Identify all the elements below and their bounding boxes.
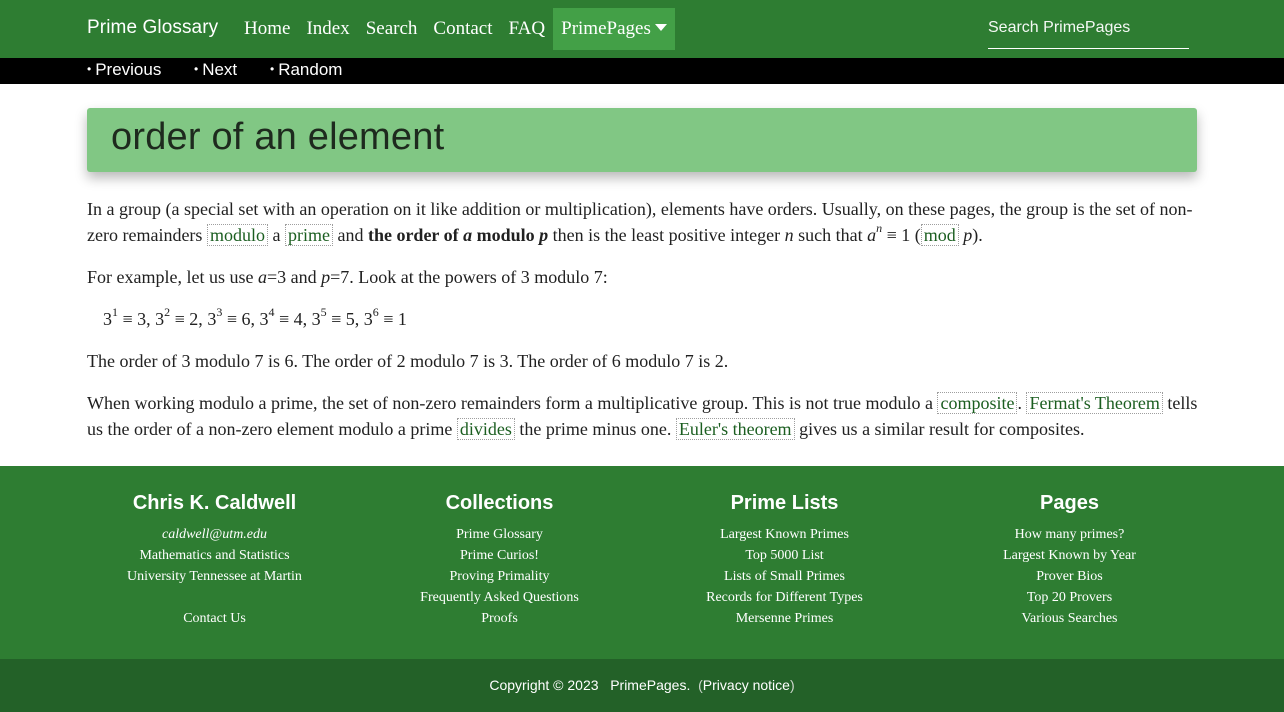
footer-link[interactable]: Largest Known Primes [720, 527, 849, 542]
site-footer [0, 466, 1284, 659]
paragraph-example [87, 264, 1202, 290]
glossary-content [87, 196, 1202, 458]
footer-link[interactable]: Prime Glossary [456, 527, 543, 542]
footer-column-prime-lists [642, 490, 927, 629]
footer-link[interactable]: Lists of Small Primes [724, 569, 845, 584]
bullet-icon: • [270, 62, 275, 76]
footer-link[interactable]: Records for Different Types [706, 590, 863, 605]
previous-link[interactable] [87, 60, 161, 80]
footer-link[interactable]: Frequently Asked Questions [420, 590, 579, 605]
paren-close: ) [789, 677, 795, 693]
nav-primepages-dropdown[interactable] [553, 8, 675, 50]
bullet-icon: • [87, 62, 92, 76]
var-a: a [463, 225, 473, 245]
footer-link[interactable]: Top 5000 List [745, 548, 824, 563]
primepages-link[interactable]: PrimePages [610, 677, 687, 693]
previous-label: Previous [95, 60, 162, 79]
top-navbar [0, 0, 1284, 58]
subnav-bar [0, 58, 1284, 84]
var-a: a [257, 267, 267, 287]
caret-down-icon [655, 24, 667, 31]
copyright-bar: Copyright © 2023 PrimePages. (Privacy notice) [0, 659, 1284, 712]
page-title: order of an element [111, 116, 445, 158]
text: and [332, 225, 368, 245]
next-link[interactable] [194, 60, 237, 80]
footer-text: Mathematics and Statistics [139, 548, 290, 563]
text: then is the least positive integer [548, 225, 785, 245]
nav-index[interactable]: Index [306, 18, 350, 39]
brand-link[interactable]: Prime Glossary [87, 17, 219, 38]
text: such that [793, 225, 868, 245]
footer-heading: Chris K. Caldwell [132, 492, 297, 514]
divides-link[interactable]: divides [457, 418, 515, 440]
mod-link[interactable]: mod [921, 224, 959, 246]
text: the prime minus one. [514, 419, 676, 439]
footer-heading: Prime Lists [730, 492, 839, 514]
exponent-n: n [876, 221, 883, 235]
var-a: a [867, 225, 877, 245]
footer-link[interactable]: How many primes? [1014, 527, 1125, 542]
search-input[interactable] [988, 8, 1189, 48]
footer-link[interactable]: Prime Curios! [460, 548, 539, 563]
nav-faq[interactable]: FAQ [508, 18, 546, 39]
privacy-notice-link[interactable]: Privacy notice [702, 677, 790, 693]
email-link[interactable]: caldwell@utm.edu [161, 527, 268, 542]
footer-link[interactable]: Prover Bios [1036, 569, 1103, 584]
text: a [267, 225, 285, 245]
fermats-theorem-link[interactable]: Fermat's Theorem [1026, 392, 1162, 414]
text: =7. Look at the powers of 3 modulo 7: [330, 267, 608, 287]
next-label: Next [202, 60, 238, 79]
footer-spacer [72, 587, 357, 608]
text: ). [972, 225, 983, 245]
nav-contact[interactable]: Contact [433, 18, 493, 39]
paragraph-orders: The order of 3 modulo 7 is 6. The order of 2 modulo 7 is 3. The order of 6 modulo 7 is 2. [87, 351, 729, 371]
text: In a group (a special set with an operation on it like addition or multiplication), elements have orders. Usually, on these pages, the group is the set of non-zero remainders [87, 199, 1193, 245]
composite-link[interactable]: composite [937, 392, 1017, 414]
power-term: $3^3 \equiv 6$, [207, 305, 260, 329]
bold-term [368, 225, 548, 245]
footer-link[interactable]: Proving Primality [449, 569, 550, 584]
text: ≡ 1 ( [882, 225, 921, 245]
random-label: Random [278, 60, 343, 79]
bullet-icon: • [194, 62, 199, 76]
copyright-text: Copyright © 2023 [489, 677, 599, 693]
search-box [988, 8, 1189, 49]
footer-column-pages [927, 490, 1212, 629]
eulers-theorem-link[interactable]: Euler's theorem [676, 418, 795, 440]
var-n: n [784, 225, 794, 245]
text: the order of [367, 225, 464, 245]
text: modulo [472, 225, 540, 245]
power-term: $3^1 \equiv 3$, [103, 305, 156, 329]
nav-home[interactable]: Home [244, 18, 291, 39]
footer-heading: Pages [1040, 492, 1099, 514]
power-term: $3^2 \equiv 2$, [155, 305, 208, 329]
text: . [1017, 393, 1027, 413]
dropdown-label: PrimePages [561, 18, 651, 39]
text: When working modulo a prime, the set of non-zero remainders form a multiplicative group. This is not true modulo a [87, 393, 938, 413]
prime-link[interactable]: prime [285, 224, 333, 246]
footer-text: University Tennessee at Martin [127, 569, 302, 584]
power-term: $3^6 \equiv 1$ [363, 305, 407, 329]
power-term: $3^4 \equiv 4$, [259, 305, 312, 329]
footer-link[interactable]: Mersenne Primes [735, 611, 834, 626]
footer-link[interactable]: Various Searches [1021, 611, 1118, 626]
footer-heading: Collections [445, 492, 554, 514]
text: tells us the order of a non-zero element modulo a prime [87, 393, 1198, 439]
text: =3 and [266, 267, 322, 287]
footer-link[interactable]: Proofs [481, 611, 518, 626]
power-term: $3^5 \equiv 5$, [311, 305, 364, 329]
footer-link[interactable]: Top 20 Provers [1026, 590, 1113, 605]
powers-line [87, 306, 1202, 332]
nav-search[interactable]: Search [365, 18, 418, 39]
var-p: p [321, 267, 331, 287]
contact-us-link[interactable]: Contact Us [183, 611, 246, 626]
paren-open: ( [698, 677, 703, 693]
paragraph-theorems [87, 390, 1202, 442]
footer-link[interactable]: Largest Known by Year [1003, 548, 1136, 563]
modulo-link[interactable]: modulo [207, 224, 268, 246]
title-card [87, 108, 1197, 172]
text: gives us a similar result for composites. [794, 419, 1085, 439]
random-link[interactable] [270, 60, 342, 80]
footer-column-collections [357, 490, 642, 629]
footer-column-author [72, 490, 357, 629]
var-p: p [963, 225, 973, 245]
text: For example, let us use [87, 267, 258, 287]
paragraph-definition [87, 196, 1202, 248]
var-p: p [539, 225, 549, 245]
nav-links [236, 8, 675, 50]
